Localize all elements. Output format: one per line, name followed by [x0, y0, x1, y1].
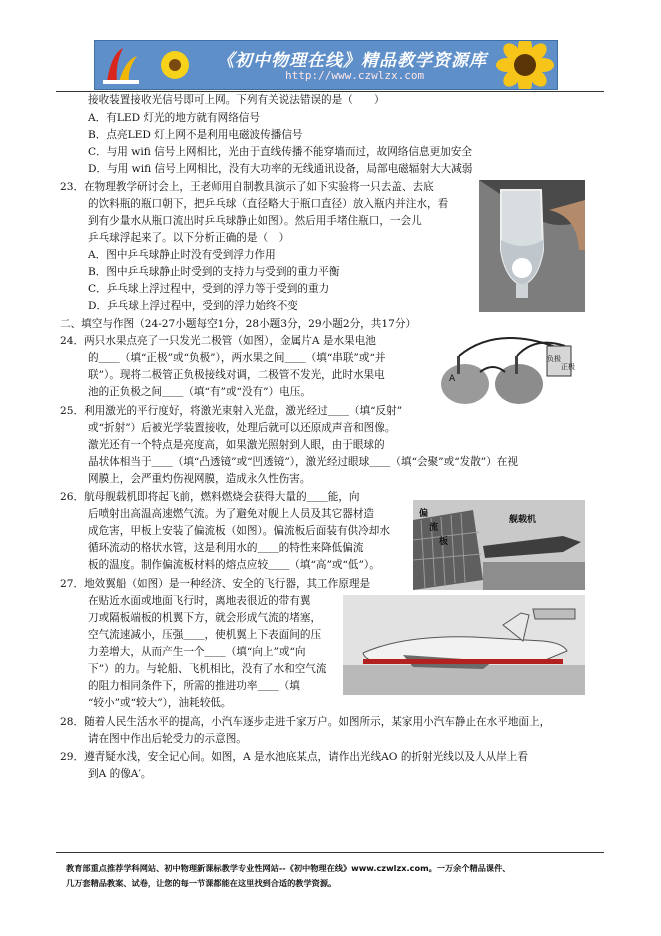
q26-line-2: 后喷射出高温高速燃气流。为了避免对舰上人员及其它器材造 — [88, 508, 375, 520]
q24-line-2: 的＿＿（填“正极”或“负极”），两水果之间＿＿（填“串联”或“并 — [88, 352, 386, 364]
q24-line-4: 池的正负极之间＿＿（填“有”或“没有”）电压。 — [88, 386, 311, 398]
q28-line-2: 请在图中作出后轮受力的示意图。 — [88, 733, 247, 745]
fruit-label-negative: 负极 — [547, 355, 561, 363]
q27-line-2: 在贴近水面或地面飞行时，离地表很近的带有翼 — [88, 595, 311, 607]
q27-line-3: 刀或隔板端板的机翼下方，就会形成气流的堵塞， — [88, 612, 322, 624]
footer-line-1: 教育部重点推荐学科网站、初中物理新课标教学专业性网站--《初中物理在线》www.czwlzx.com。一万余个精品课件、 — [66, 863, 511, 873]
q22-option-c: C．与用 wifi 信号上网相比，光由于直线传播不能穿墙而过，故网络信息更加安全 — [88, 146, 472, 158]
q23-line-3: 到有少量水从瓶口流出时乒乓球静止如图）。然后用手堵住瓶口，一会儿 — [88, 215, 422, 227]
bottle-illustration — [479, 180, 585, 312]
q23-option-a: A．图中乒乓球静止时没有受到浮力作用 — [88, 249, 276, 261]
sunflower-icon — [490, 40, 558, 90]
bottle-photo — [479, 180, 585, 312]
deflector-photo — [413, 500, 585, 590]
header-title: 《初中物理在线》精品教学资源库 — [217, 51, 487, 71]
site-logo-icon — [101, 44, 141, 86]
footer-rule — [56, 852, 604, 853]
q27-line-6: 下”）的力。与轮船、飞机相比，没有了水和空气流 — [88, 663, 327, 675]
q27-line-8: “较小”或“较大”），油耗较低。 — [88, 697, 232, 709]
q22-option-a: A．有LED 灯光的地方就有网络信号 — [88, 112, 260, 124]
deflector-label-1: 偏 — [419, 509, 429, 519]
q28-line-1: 28．随着人民生活水平的提高，小汽车逐步走进千家万户。如图所示，某家用小汽车静止在水平地面上， — [60, 716, 551, 728]
q26-line-1: 26．航母舰载机即将起飞前，燃料燃烧会获得大量的＿＿能，向 — [60, 491, 360, 503]
aircraft-label: 舰载机 — [509, 515, 537, 525]
q23-option-c: C．乒乓球上浮过程中，受到的浮力等于受到的重力 — [88, 283, 330, 295]
header-banner — [94, 40, 558, 90]
fruit-battery-figure — [435, 332, 585, 408]
q23-line-1: 23．在物理教学研讨会上，王老师用自制教具演示了如下实验将一只去盖、去底 — [60, 181, 434, 193]
q25-line-3: 激光还有一个特点是亮度高，如果激光照射到人眼，由于眼球的 — [88, 439, 385, 451]
q27-line-7: 的阻力相同条件下，所需的推进功率＿＿（填 — [88, 680, 300, 692]
question-22-stem-end: 接收装置接收光信号即可上网。下列有关说法错误的是（ ） — [88, 94, 385, 106]
flower-decoration-icon — [145, 43, 205, 87]
q23-option-b: B．图中乒乓球静止时受到的支持力与受到的重力平衡 — [88, 266, 340, 278]
q25-line-5: 网膜上，会严重灼伤视网膜，造成永久性伤害。 — [88, 473, 311, 485]
fruit-label-positive: 正极 — [561, 363, 575, 371]
fruit-label-a: A — [449, 374, 456, 384]
q23-line-4: 乒乓球浮起来了。以下分析正确的是（ ） — [88, 232, 290, 244]
q22-option-b: B．点亮LED 灯上网不是利用电磁波传播信号 — [88, 129, 303, 141]
q25-line-2: 或“折射”）后被光学装置接收，处理后就可以还原成声音和图像。 — [88, 422, 396, 434]
q27-line-1: 27．地效翼船（如图）是一种经济、安全的飞行器，其工作原理是 — [60, 578, 371, 590]
ekranoplan-illustration — [343, 595, 585, 695]
q27-line-4: 空气流速减小，压强＿＿，使机翼上下表面间的压 — [88, 629, 322, 641]
deflector-label-3: 板 — [439, 537, 449, 547]
footer-line-2: 几万套精品教案、试卷，让您的每一节课都能在这里找到合适的教学资源。 — [66, 878, 337, 888]
deflector-label-2: 流 — [429, 523, 439, 533]
q23-option-d: D．乒乓球上浮过程中，受到的浮力始终不变 — [88, 300, 298, 312]
q24-line-3: 联”）。现将二极管正负极接线对调，二极管不发光，此时水果电 — [88, 369, 385, 381]
header-rule — [56, 91, 604, 92]
q26-line-4: 循环流动的格状水管，这是利用水的＿＿的特性来降低偏流 — [88, 542, 364, 554]
q26-line-5: 板的温度。制作偏流板材料的熔点应较＿＿（填“高”或“低”）。 — [88, 559, 380, 571]
section-2-heading: 二、填空与作图（24-27小题每空1分，28小题3分，29小题2分，共17分） — [60, 318, 417, 330]
q25-line-4: 晶状体相当于＿＿（填“凸透镜”或“凹透镜”），激光经过眼球＿＿（填“会聚”或“发散”）在视 — [88, 456, 518, 468]
q27-line-5: 力差增大，从而产生一个＿＿（填“向上”或“向 — [88, 646, 306, 658]
q25-line-1: 25．利用激光的平行度好，将激光束射入光盘，激光经过＿＿（填“反射” — [60, 405, 403, 417]
q23-line-2: 的饮料瓶的瓶口朝下，把乒乓球（直径略大于瓶口直径）放入瓶内并注水，看 — [88, 198, 449, 210]
ekranoplan-photo — [343, 595, 585, 695]
q22-option-d: D．与用 wifi 信号上网相比，没有大功率的无线通讯设备，局部电磁辐射大大减弱 — [88, 163, 473, 175]
q29-line-1: 29．遵青疑水浅，安全记心间。如图，A 是水池底某点，请作出光线AO 的折射光线以及人从岸上看 — [60, 751, 528, 763]
q26-line-3: 成危害，甲板上安装了偏流板（如图）。偏流板后面装有供冷却水 — [88, 525, 390, 537]
q29-line-2: 到A 的像A′。 — [88, 768, 152, 780]
header-url: http://www.czwlzx.com — [285, 69, 425, 82]
q24-line-1: 24．两只水果点亮了一只发光二极管（如图），金属片A 是水果电池 — [60, 335, 376, 347]
